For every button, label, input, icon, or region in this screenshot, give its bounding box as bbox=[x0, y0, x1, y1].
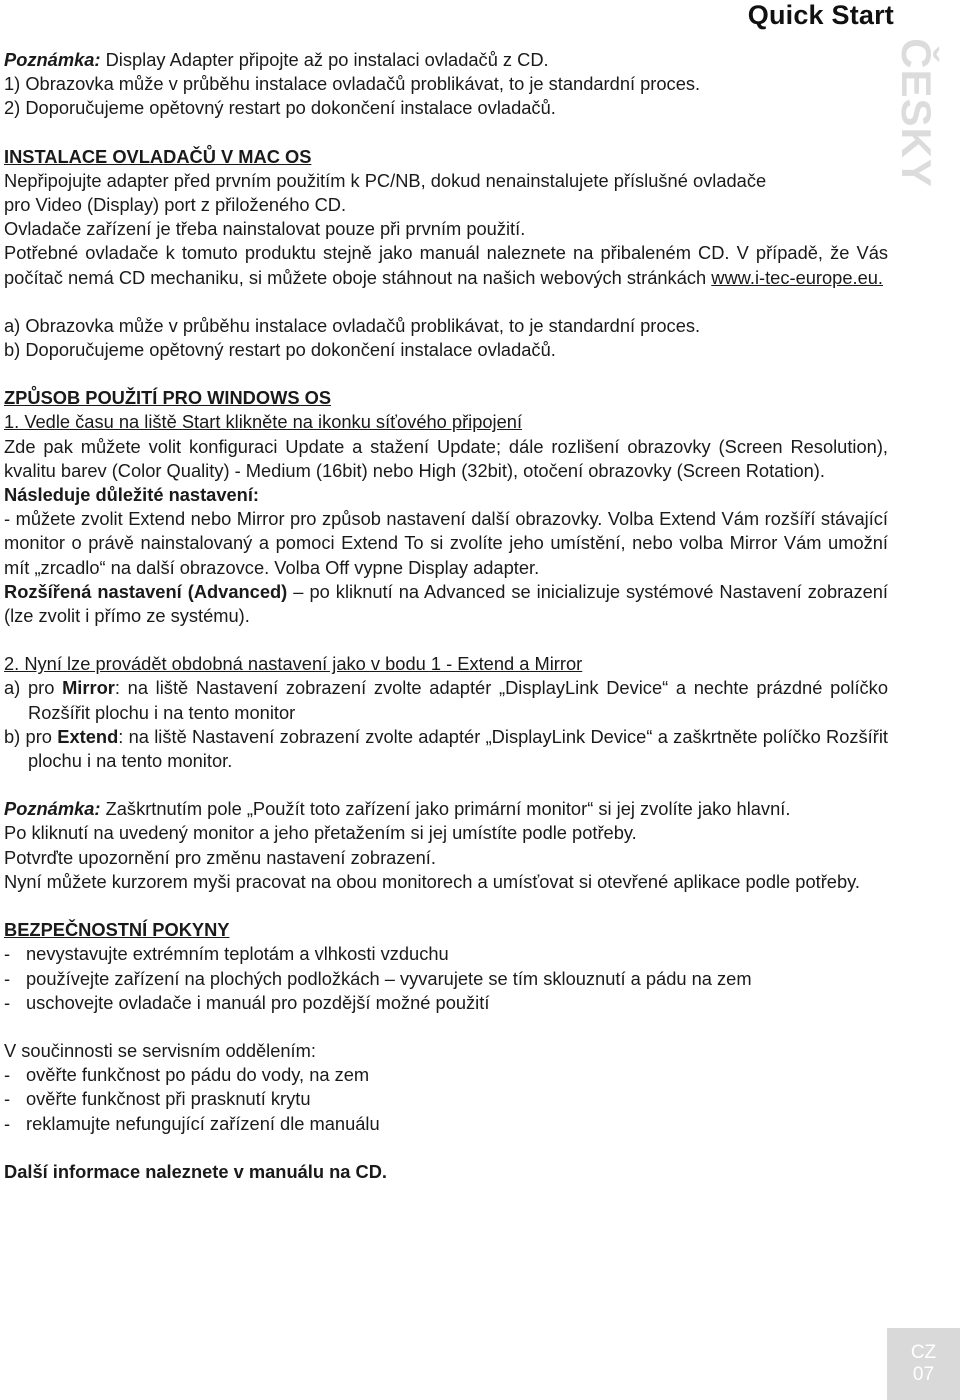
note2-line-2: Po kliknutí na uvedený monitor a jeho přetažením si jej umístíte podle potřeby. bbox=[4, 822, 637, 844]
service-item-text: ověřte funkčnost po pádu do vody, na zem bbox=[26, 1064, 370, 1086]
service-item: - ověřte funkčnost po pádu do vody, na zem bbox=[4, 1063, 888, 1087]
intro-line-2: 2) Doporučujeme opětovný restart po dokončení instalace ovladačů. bbox=[4, 97, 556, 119]
safety-item-text: uschovejte ovladače i manuál pro pozdější možné použití bbox=[26, 991, 490, 1013]
step2-b-bold: Extend bbox=[57, 725, 119, 747]
mac-paragraph-2: Ovladače zařízení je třeba nainstalovat pouze při prvním použití. bbox=[4, 218, 526, 240]
mac-paragraph-1: Nepřipojujte adapter před prvním použitím k PC/NB, dokud nenainstalujete příslušné ovladače bbox=[4, 169, 767, 191]
advanced-text: – po kliknutí na Advanced se inicializuje systémové Nastavení zobrazení (lze zvolit i přímo ze systému). bbox=[4, 580, 888, 627]
side-language-label bbox=[892, 38, 940, 188]
mac-paragraph-3 bbox=[4, 241, 888, 289]
page-number: 07 bbox=[912, 1364, 935, 1385]
note2-line-4: Nyní můžete kurzorem myši pracovat na obou monitorech a umísťovat si otevřené aplikace podle potřeby. bbox=[4, 870, 860, 892]
step2-item-a bbox=[4, 676, 888, 724]
note2-paragraph bbox=[4, 797, 888, 821]
service-item-text: reklamujte nefungující zařízení dle manuálu bbox=[26, 1112, 380, 1134]
service-intro: V součinnosti se servisním oddělením: bbox=[4, 1039, 316, 1061]
step2-item-b bbox=[4, 725, 888, 773]
step2-a-text: : na liště Nastavení zobrazení zvolte adaptér „DisplayLink Device“ a nechte prázdné políčko Rozšířit plochu i na tento monitor bbox=[28, 677, 888, 723]
step1-title: 1. Vedle času na liště Start klikněte na ikonku síťového připojení bbox=[4, 411, 523, 433]
note-text: Display Adapter připojte až po instalaci ovladačů z CD. bbox=[100, 49, 549, 70]
important-text: - můžete zvolit Extend nebo Mirror pro způsob nastavení další obrazovky. Volba Extend Vám rozšíří stávající monitor o právě nainstalovaný a pomoci Extend To si zvolíte jeho umístění, nebo volba Mirror Vám umožní mít „zrcadlo“ na další obrazovce. Volba Off vypne Display adapter. bbox=[4, 508, 888, 578]
document-body bbox=[4, 48, 888, 1184]
step1-text: Zde pak můžete volit konfiguraci Update a stažení Update; dále rozlišení obrazovky (Screen Resolution), kvalitu barev (Color Quality) - Medium (16bit) nebo High (32bit), otočení obrazovky (Screen Rotation). bbox=[4, 435, 888, 481]
mac-note-a: a) Obrazovka může v průběhu instalace ovladačů problikávat, to je standardní proces. bbox=[4, 314, 701, 336]
note-label: Poznámka: bbox=[4, 49, 101, 70]
mac-paragraph-3-text: Potřebné ovladače k tomuto produktu stejně jako manuál naleznete na přibaleném CD. V případě, že Vás počítač nemá CD mechaniku, si můžete oboje stáhnout na našich webových stránkách bbox=[4, 242, 888, 288]
advanced-label: Rozšířená nastavení (Advanced) bbox=[4, 580, 288, 602]
service-item-text: ověřte funkčnost při prasknutí krytu bbox=[26, 1088, 311, 1110]
step2-b-prefix: b) pro bbox=[4, 725, 58, 747]
service-item: - reklamujte nefungující zařízení dle manuálu bbox=[4, 1112, 888, 1136]
intro-note bbox=[4, 48, 888, 72]
safety-item-text: používejte zařízení na plochých podložkách – vyvarujete se tím sklouznutí a pádu na zem bbox=[26, 967, 752, 989]
note2-text: Zaškrtnutím pole „Použít toto zařízení jako primární monitor“ si jej zvolíte jako hlavní. bbox=[100, 798, 791, 820]
step2-title: 2. Nyní lze provádět obdobná nastavení jako v bodu 1 - Extend a Mirror bbox=[4, 653, 583, 675]
windows-heading: ZPŮSOB POUŽITÍ PRO WINDOWS OS bbox=[4, 387, 332, 409]
side-language-text: ČESKY bbox=[893, 38, 941, 188]
safety-item-text: nevystavujte extrémním teplotám a vlhkosti vzduchu bbox=[26, 943, 449, 965]
step2-b-text: : na liště Nastavení zobrazení zvolte adaptér „DisplayLink Device“ a zaškrtněte políčko Rozšířit plochu i na tento monitor. bbox=[28, 725, 888, 772]
page-title: Quick Start bbox=[747, 0, 894, 30]
page-badge-lang: CZ bbox=[910, 1342, 937, 1363]
footer-note: Další informace naleznete v manuálu na CD. bbox=[4, 1160, 388, 1182]
service-item: - ověřte funkčnost při prasknutí krytu bbox=[4, 1087, 888, 1111]
mac-heading: INSTALACE OVLADAČŮ V MAC OS bbox=[4, 145, 312, 167]
safety-heading: BEZPEČNOSTNÍ POKYNY bbox=[4, 919, 230, 941]
page-badge bbox=[887, 1328, 960, 1400]
website-link[interactable]: www.i-tec-europe.eu. bbox=[711, 266, 883, 288]
mac-paragraph-1b: pro Video (Display) port z přiloženého CD. bbox=[4, 194, 347, 216]
safety-item: - uschovejte ovladače i manuál pro pozdější možné použití bbox=[4, 991, 888, 1015]
safety-item: - nevystavujte extrémním teplotám a vlhkosti vzduchu bbox=[4, 942, 888, 966]
advanced-paragraph bbox=[4, 580, 888, 628]
mac-note-b: b) Doporučujeme opětovný restart po dokončení instalace ovladačů. bbox=[4, 339, 556, 361]
note2-line-3: Potvrďte upozornění pro změnu nastavení zobrazení. bbox=[4, 846, 436, 868]
step2-a-prefix: a) pro bbox=[4, 677, 63, 699]
step2-a-bold: Mirror bbox=[62, 677, 115, 699]
safety-item: - používejte zařízení na plochých podložkách – vyvarujete se tím sklouznutí a pádu na zem bbox=[4, 967, 888, 991]
intro-line-1: 1) Obrazovka může v průběhu instalace ovladačů problikávat, to je standardní proces. bbox=[4, 73, 701, 95]
note2-label: Poznámka: bbox=[4, 798, 101, 820]
important-label: Následuje důležité nastavení: bbox=[4, 484, 260, 506]
